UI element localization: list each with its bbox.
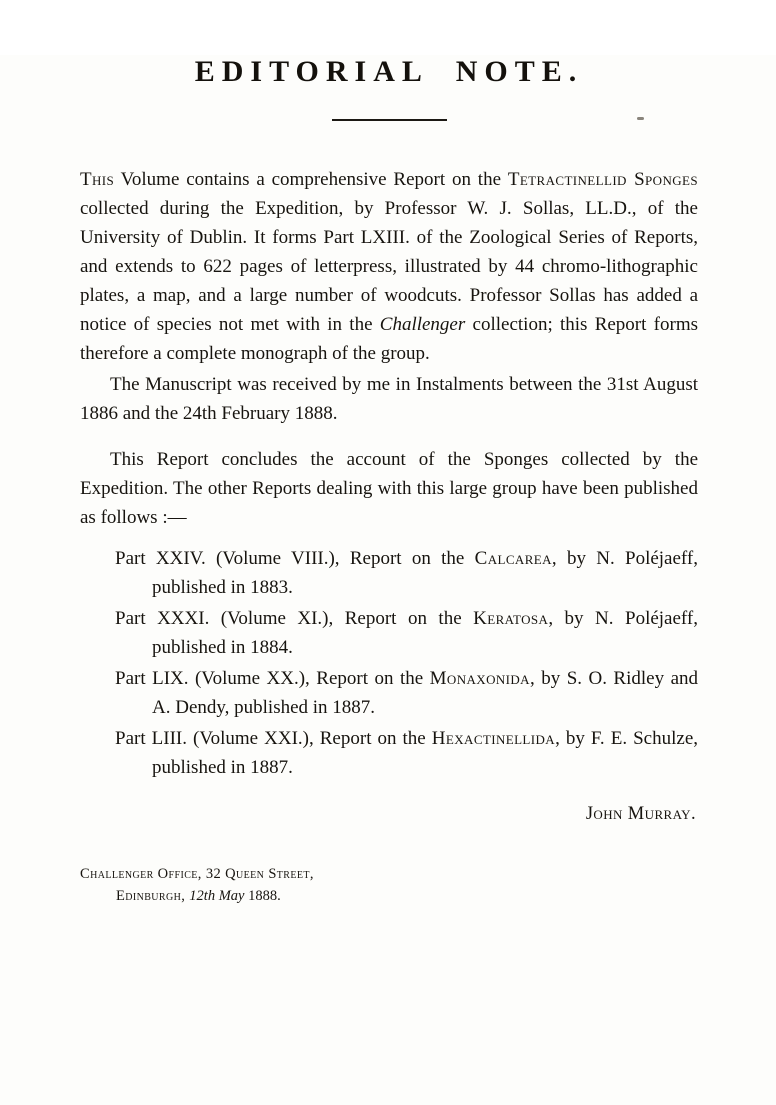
report-post-text: , by N. Poléjaeff, published in 1883. bbox=[152, 548, 698, 598]
report-pre-text: Part LIX. (Volume XX.), Report on the bbox=[115, 668, 430, 689]
taxon-name-hexactinellida: Hexactinellida bbox=[431, 728, 556, 749]
imprint-place: Edinburgh, bbox=[116, 888, 190, 904]
report-post-text: , by S. O. Ridley and A. Dendy, published in 1887. bbox=[152, 668, 699, 718]
report-list-item bbox=[80, 724, 698, 782]
taxon-name-keratosa: Keratosa bbox=[473, 608, 549, 629]
scan-ink-speck bbox=[637, 117, 644, 120]
ship-name-challenger: Challenger bbox=[379, 314, 466, 335]
title-divider-rule bbox=[332, 119, 447, 121]
editorial-note-page bbox=[0, 55, 776, 1105]
report-list-item bbox=[80, 664, 698, 722]
report-list-item bbox=[80, 604, 698, 662]
taxon-name-calcarea: Calcarea bbox=[474, 548, 552, 569]
report-list-item bbox=[80, 544, 698, 602]
report-post-text: , by F. E. Schulze, published in 1887. bbox=[152, 728, 698, 778]
intro-text-1: Volume contains a comprehensive Report on the bbox=[114, 169, 508, 190]
paragraph-intro bbox=[80, 165, 698, 368]
report-pre-text: Part XXIV. (Volume VIII.), Report on the bbox=[115, 548, 475, 569]
paragraph-manuscript: The Manuscript was received by me in Instalments between the 31st August 1886 and the 24th February 1888. bbox=[80, 374, 698, 424]
imprint-year: 1888. bbox=[244, 888, 281, 904]
intro-text-2: collected during the Expedition, by Professor W. J. Sollas, LL.D., of the University of Dublin. It forms Part LXIII. of the Zoological Series of Reports, and extends to 622 pages of letterpress, illustrated by 44 chromo-lithographic plates, a map, and a large number of woodcuts. Professor Sollas has added a notice of species not met with in the bbox=[80, 198, 698, 335]
imprint-line-2 bbox=[80, 885, 698, 907]
intro-text-3: collection; this Report forms therefore a complete monograph of the group. bbox=[80, 314, 699, 364]
report-pre-text: Part XXXI. (Volume XI.), Report on the bbox=[115, 608, 474, 629]
signature-john-murray: John Murray. bbox=[585, 804, 696, 824]
page-title: EDITORIAL NOTE. bbox=[194, 55, 584, 88]
report-post-text: , by N. Poléjaeff, published in 1884. bbox=[152, 608, 698, 658]
report-list bbox=[80, 544, 698, 782]
report-pre-text: Part LIII. (Volume XXI.), Report on the bbox=[115, 728, 432, 749]
lead-word-smallcaps: This bbox=[80, 169, 115, 190]
imprint-date: 12th May bbox=[189, 888, 245, 904]
paragraph-conclusion: This Report concludes the account of the Sponges collected by the Expedition. The other Reports dealing with this large group have been published as follows :— bbox=[80, 449, 698, 528]
taxon-name-tetractinellid: Tetractinellid Sponges bbox=[507, 169, 698, 190]
taxon-name-monaxonida: Monaxonida bbox=[429, 668, 530, 689]
imprint-block bbox=[80, 863, 698, 907]
imprint-line-1: Challenger Office, 32 Queen Street, bbox=[80, 866, 314, 882]
